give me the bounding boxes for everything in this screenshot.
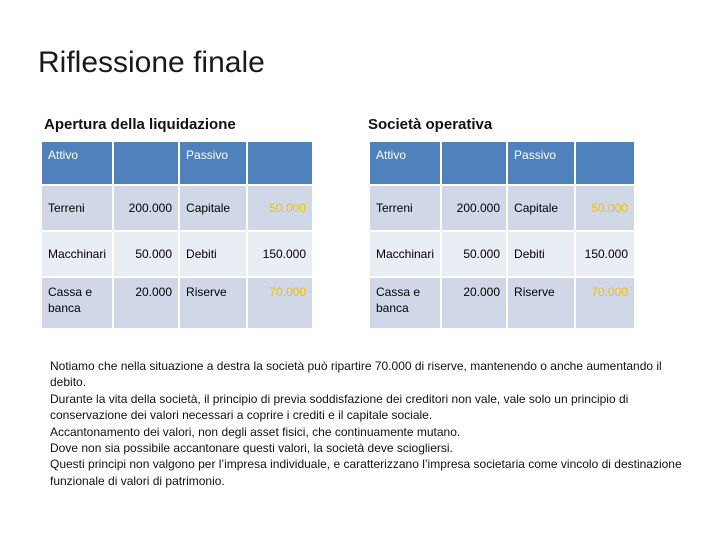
liability-name: Capitale	[508, 186, 574, 230]
note-paragraph: Dove non sia possibile accantonare questi valori, la società deve sciogliersi.	[50, 441, 453, 456]
note-paragraph: Notiamo che nella situazione a destra la società può ripartire 70.000 di riserve, mantenendo o anche aumentando il debito.	[50, 359, 662, 390]
liability-name: Debiti	[508, 232, 574, 276]
liability-value: 50.000	[576, 186, 634, 230]
liability-name: Capitale	[180, 186, 246, 230]
asset-value: 50.000	[442, 232, 506, 276]
asset-value: 20.000	[442, 278, 506, 328]
table-header-row	[370, 142, 634, 184]
header-blank	[114, 142, 178, 184]
asset-value: 200.000	[114, 186, 178, 230]
header-blank	[248, 142, 312, 184]
header-passivo: Passivo	[508, 142, 574, 184]
liability-value: 150.000	[576, 232, 634, 276]
liquidation-balance-table	[40, 140, 314, 330]
header-attivo: Attivo	[370, 142, 440, 184]
table-row	[42, 186, 312, 230]
liability-name: Debiti	[180, 232, 246, 276]
asset-name: Terreni	[370, 186, 440, 230]
note-paragraph: Durante la vita della società, il principio di previa soddisfazione dei creditori non vale, vale solo un principio di conservazione dei valori necessari a coprire i crediti e il capitale sociale.	[50, 391, 629, 423]
operating-company-balance-table	[368, 140, 636, 330]
table-row	[370, 232, 634, 276]
asset-value: 200.000	[442, 186, 506, 230]
notes-text	[50, 358, 682, 489]
asset-value: 50.000	[114, 232, 178, 276]
header-passivo: Passivo	[180, 142, 246, 184]
liability-name: Riserve	[180, 278, 246, 328]
liability-value: 70.000	[576, 278, 634, 328]
header-blank	[442, 142, 506, 184]
left-section-title: Apertura della liquidazione	[44, 116, 236, 133]
header-blank	[576, 142, 634, 184]
right-section-title: Società operativa	[368, 116, 493, 133]
slide-title: Riflessione finale	[38, 46, 265, 79]
header-attivo: Attivo	[42, 142, 112, 184]
asset-name: Cassa e banca	[42, 278, 112, 328]
liability-value: 70.000	[248, 278, 312, 328]
liability-name: Riserve	[508, 278, 574, 328]
asset-name: Terreni	[42, 186, 112, 230]
table-row	[370, 186, 634, 230]
table-row	[370, 278, 634, 328]
liability-value: 150.000	[248, 232, 312, 276]
asset-name: Cassa e banca	[370, 278, 440, 328]
note-paragraph: Questi principi non valgono per l’impresa individuale, e caratterizzano l’impresa societaria come vincolo di destinazione funzionale di valori di patrimonio.	[50, 457, 682, 488]
table-header-row	[42, 142, 312, 184]
table-row	[42, 232, 312, 276]
liability-value: 50.000	[248, 186, 312, 230]
note-paragraph: Accantonamento dei valori, non degli asset fisici, che continuamente mutano.	[50, 424, 461, 439]
asset-name: Macchinari	[370, 232, 440, 276]
asset-name: Macchinari	[42, 232, 112, 276]
asset-value: 20.000	[114, 278, 178, 328]
table-row	[42, 278, 312, 328]
